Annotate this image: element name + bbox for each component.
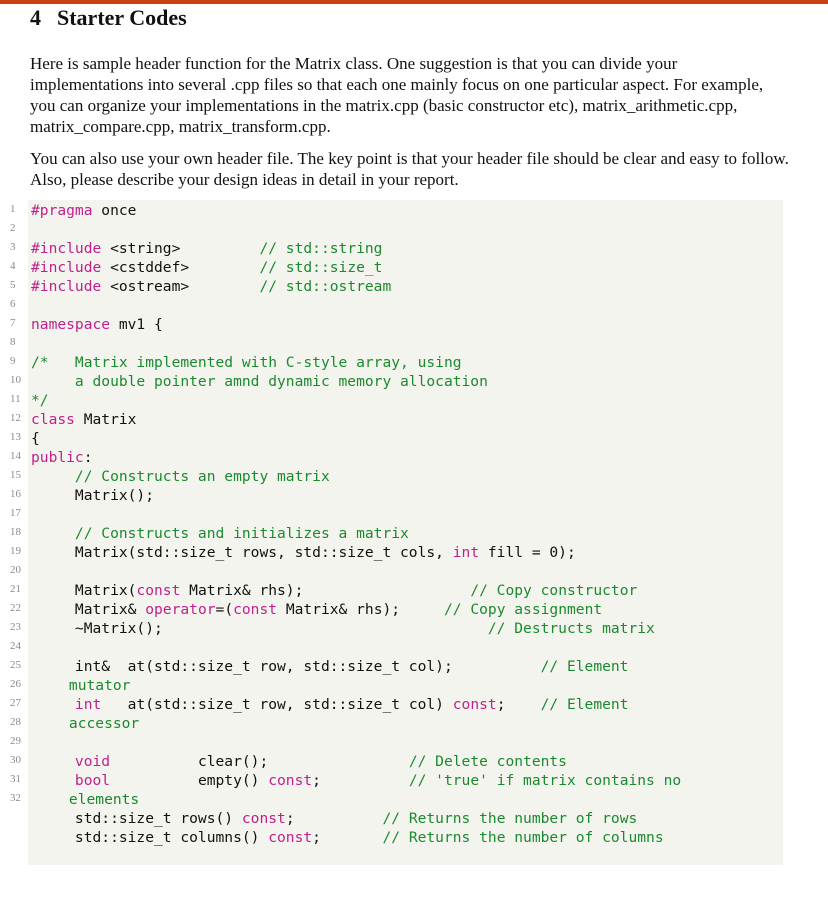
code-keyword: public — [31, 449, 84, 466]
code-comment: elements — [25, 791, 140, 808]
line-number: 22 — [10, 602, 21, 614]
code-text: std::size_t columns() — [31, 829, 269, 846]
code-comment: // Element — [540, 658, 629, 675]
code-keyword: void — [31, 753, 111, 770]
code-text: ; — [285, 810, 383, 827]
code-line — [31, 467, 330, 486]
code-comment: // Delete contents — [408, 753, 567, 770]
code-comment: /* Matrix implemented with C-style array, using — [31, 354, 462, 371]
code-text: std::size_t rows() — [31, 810, 242, 827]
code-keyword: const — [136, 582, 181, 599]
code-text: once — [92, 202, 137, 219]
line-number: 32 — [10, 792, 21, 804]
code-keyword: const — [241, 810, 286, 827]
code-line — [25, 790, 139, 809]
code-line — [31, 581, 637, 600]
code-keyword: #include — [31, 240, 102, 257]
code-text: Matrix( — [31, 582, 137, 599]
line-number: 26 — [10, 678, 21, 690]
code-text: mv1 { — [110, 316, 163, 333]
line-number: 19 — [10, 545, 21, 557]
code-text: Matrix(); — [31, 487, 155, 504]
line-number: 5 — [10, 279, 16, 291]
code-text: fill = 0); — [479, 544, 576, 561]
line-number: 14 — [10, 450, 21, 462]
code-line — [31, 752, 567, 771]
code-keyword: operator — [145, 601, 216, 618]
line-number: 24 — [10, 640, 21, 652]
code-comment: // Constructs and initializes a matrix — [31, 525, 409, 542]
code-line — [31, 524, 409, 543]
code-line — [31, 619, 655, 638]
code-line — [31, 771, 681, 790]
line-number: 12 — [10, 412, 21, 424]
code-keyword: int — [452, 544, 480, 561]
code-line — [31, 258, 382, 277]
code-line — [31, 657, 628, 676]
code-line — [31, 429, 40, 448]
code-comment: accessor — [25, 715, 140, 732]
line-number: 17 — [10, 507, 21, 519]
code-line — [31, 486, 154, 505]
code-text: <ostream> — [101, 278, 260, 295]
code-text: ; — [496, 696, 541, 713]
line-number: 21 — [10, 583, 21, 595]
code-text: Matrix — [74, 411, 137, 428]
line-number: 3 — [10, 241, 16, 253]
code-comment: // Constructs an empty matrix — [31, 468, 330, 485]
code-line — [31, 695, 629, 714]
code-text: Matrix(std::size_t rows, std::size_t cols, — [31, 544, 453, 561]
code-comment: a double pointer amnd dynamic memory allocation — [31, 373, 488, 390]
code-keyword: #include — [31, 259, 102, 276]
line-number: 7 — [10, 317, 16, 329]
line-number: 13 — [10, 431, 21, 443]
code-comment: // 'true' if matrix contains no — [408, 772, 682, 789]
line-number: 31 — [10, 773, 21, 785]
line-number: 10 — [10, 374, 21, 386]
code-text: Matrix& rhs); — [180, 582, 471, 599]
code-keyword: const — [268, 772, 313, 789]
code-line — [31, 809, 637, 828]
code-text: int& at(std::size_t row, std::size_t col); — [31, 658, 541, 675]
code-text: Matrix& — [31, 601, 146, 618]
code-line — [31, 410, 136, 429]
code-text: ~Matrix(); — [31, 620, 488, 637]
code-comment: mutator — [25, 677, 131, 694]
code-keyword: const — [452, 696, 497, 713]
line-number: 27 — [10, 697, 21, 709]
code-line — [31, 315, 163, 334]
code-line — [31, 277, 391, 296]
line-number: 15 — [10, 469, 21, 481]
line-number: 6 — [10, 298, 16, 310]
section-title: Starter Codes — [57, 5, 187, 30]
code-line — [25, 676, 130, 695]
code-line — [31, 600, 602, 619]
code-keyword: int — [31, 696, 102, 713]
code-text: ; — [312, 772, 409, 789]
code-text: ; — [312, 829, 383, 846]
code-line — [31, 448, 93, 467]
code-comment: // Returns the number of columns — [382, 829, 664, 846]
intro-paragraph: Here is sample header function for the Matrix class. One suggestion is that you can divide your implementations into several .cpp files so that each one mainly focus on one particular aspect. For example, you can organize your implementations in the matrix.cpp (basic constructor etc), matrix_arithmetic.cpp, matrix_compare.cpp, matrix_transform.cpp. — [30, 54, 764, 136]
line-number: 8 — [10, 336, 16, 348]
code-line — [31, 543, 576, 562]
code-keyword: const — [233, 601, 278, 618]
code-keyword: class — [31, 411, 75, 428]
code-line — [31, 391, 49, 410]
code-text: =( — [215, 601, 234, 618]
code-text: { — [31, 430, 40, 447]
header-file-paragraph: You can also use your own header file. The key point is that your header file should be clear and easy to follow. Also, please describe your design ideas in detail in your report. — [30, 149, 789, 189]
code-keyword: #include — [31, 278, 102, 295]
line-number: 23 — [10, 621, 21, 633]
code-line — [31, 239, 382, 258]
code-line — [31, 201, 136, 220]
code-comment: */ — [31, 392, 49, 409]
code-keyword: #pragma — [31, 202, 93, 219]
code-comment: // Element — [540, 696, 629, 713]
code-text: : — [83, 449, 93, 466]
section-number: 4 — [30, 5, 41, 30]
code-comment: // std::ostream — [259, 278, 392, 295]
code-listing — [10, 200, 783, 865]
code-text: <string> — [101, 240, 260, 257]
code-text: <cstddef> — [101, 259, 260, 276]
code-line — [31, 828, 664, 847]
line-number: 9 — [10, 355, 16, 367]
line-number: 20 — [10, 564, 21, 576]
line-number: 2 — [10, 222, 16, 234]
line-number: 25 — [10, 659, 21, 671]
line-number: 11 — [10, 393, 21, 405]
code-keyword: const — [268, 829, 313, 846]
code-line — [31, 353, 462, 372]
code-text: at(std::size_t row, std::size_t col) — [101, 696, 453, 713]
line-number: 16 — [10, 488, 21, 500]
line-number: 29 — [10, 735, 21, 747]
code-comment: // Destructs matrix — [487, 620, 655, 637]
line-number: 1 — [10, 203, 16, 215]
code-line — [31, 372, 488, 391]
code-comment: // Returns the number of rows — [382, 810, 638, 827]
line-number: 30 — [10, 754, 21, 766]
code-comment: // std::size_t — [259, 259, 383, 276]
line-number: 28 — [10, 716, 21, 728]
code-text: Matrix& rhs); — [277, 601, 444, 618]
code-comment: // Copy assignment — [443, 601, 603, 618]
code-keyword: bool — [31, 772, 111, 789]
section-heading — [30, 4, 187, 32]
line-number: 4 — [10, 260, 16, 272]
code-line — [25, 714, 139, 733]
code-comment: // std::string — [259, 240, 383, 257]
code-text: empty() — [110, 772, 269, 789]
code-keyword: namespace — [31, 316, 111, 333]
code-text: clear(); — [110, 753, 409, 770]
line-number: 18 — [10, 526, 21, 538]
code-comment: // Copy constructor — [470, 582, 638, 599]
